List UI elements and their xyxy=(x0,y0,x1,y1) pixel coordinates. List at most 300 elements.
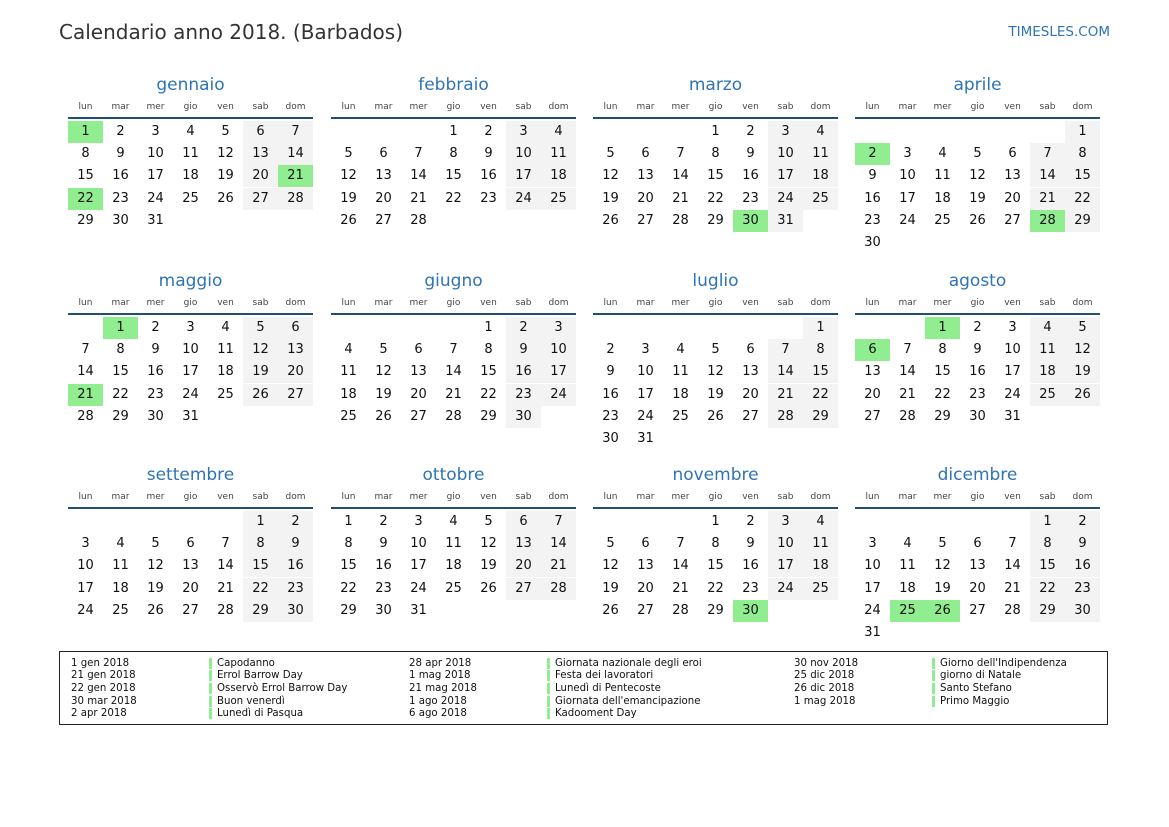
day-cell[interactable]: 31 xyxy=(637,430,654,446)
day-cell[interactable]: 17 xyxy=(541,361,576,383)
day-cell[interactable]: 23 xyxy=(742,190,759,206)
day-cell[interactable]: 19 xyxy=(602,580,619,596)
day-cell[interactable]: 13 xyxy=(864,364,881,380)
day-cell[interactable]: 20 xyxy=(278,361,313,383)
day-cell[interactable]: 8 xyxy=(803,339,838,361)
day-cell[interactable]: 21 xyxy=(768,384,803,406)
day-cell[interactable]: 14 xyxy=(445,364,462,380)
day-cell[interactable]: 19 xyxy=(969,190,986,206)
day-cell[interactable]: 4 xyxy=(803,121,838,143)
day-cell[interactable]: 25 xyxy=(182,190,199,206)
day-cell[interactable]: 26 xyxy=(1065,384,1100,406)
day-cell[interactable]: 22 xyxy=(112,386,129,402)
day-cell[interactable]: 3 xyxy=(151,124,160,139)
day-cell[interactable]: 24 xyxy=(147,190,164,206)
day-cell[interactable]: 18 xyxy=(899,580,916,596)
day-cell[interactable]: 4 xyxy=(449,514,458,529)
day-cell[interactable]: 28 xyxy=(410,212,427,228)
day-cell[interactable]: 14 xyxy=(899,364,916,380)
day-cell[interactable]: 8 xyxy=(1030,533,1065,555)
day-cell[interactable]: 29 xyxy=(480,408,497,424)
day-cell[interactable]: 20 xyxy=(637,190,654,206)
day-cell[interactable]: 27 xyxy=(278,384,313,406)
day-cell[interactable]: 9 xyxy=(506,339,541,361)
day-cell[interactable]: 29 xyxy=(934,408,951,424)
day-cell[interactable]: 12 xyxy=(602,168,619,184)
day-cell[interactable]: 10 xyxy=(899,168,916,184)
day-cell[interactable]: 26 xyxy=(217,190,234,206)
day-cell[interactable]: 5 xyxy=(606,536,615,552)
day-cell[interactable]: 27 xyxy=(375,212,392,228)
day-cell[interactable]: 1 xyxy=(1065,121,1100,143)
day-cell[interactable]: 17 xyxy=(637,386,654,402)
day-cell[interactable]: 13 xyxy=(410,364,427,380)
day-cell[interactable]: 16 xyxy=(375,558,392,574)
day-cell[interactable]: 4 xyxy=(938,146,947,162)
day-cell[interactable]: 7 xyxy=(676,536,685,552)
day-cell[interactable]: 2 xyxy=(855,143,890,165)
day-cell[interactable]: 8 xyxy=(116,342,125,358)
day-cell[interactable]: 6 xyxy=(855,339,890,361)
day-cell[interactable]: 4 xyxy=(1030,317,1065,339)
day-cell[interactable]: 26 xyxy=(602,602,619,618)
day-cell[interactable]: 6 xyxy=(1008,146,1017,162)
day-cell[interactable]: 12 xyxy=(602,558,619,574)
day-cell[interactable]: 14 xyxy=(1030,165,1065,187)
day-cell[interactable]: 2 xyxy=(116,124,125,139)
day-cell[interactable]: 9 xyxy=(606,364,615,380)
day-cell[interactable]: 27 xyxy=(637,602,654,618)
day-cell[interactable]: 17 xyxy=(864,580,881,596)
day-cell[interactable]: 22 xyxy=(707,190,724,206)
day-cell[interactable]: 16 xyxy=(742,558,759,574)
day-cell[interactable]: 1 xyxy=(484,320,493,335)
day-cell[interactable]: 15 xyxy=(803,361,838,383)
day-cell[interactable]: 19 xyxy=(707,386,724,402)
day-cell[interactable]: 7 xyxy=(81,342,90,358)
day-cell[interactable]: 23 xyxy=(506,384,541,406)
day-cell[interactable]: 29 xyxy=(112,408,129,424)
day-cell[interactable]: 20 xyxy=(243,165,278,187)
day-cell[interactable]: 11 xyxy=(803,143,838,165)
day-cell[interactable]: 3 xyxy=(768,511,803,533)
day-cell[interactable]: 15 xyxy=(707,558,724,574)
day-cell[interactable]: 13 xyxy=(1004,168,1021,184)
day-cell[interactable]: 1 xyxy=(344,514,353,529)
day-cell[interactable]: 9 xyxy=(868,168,877,184)
day-cell[interactable]: 27 xyxy=(506,578,541,600)
day-cell[interactable]: 12 xyxy=(340,168,357,184)
day-cell[interactable]: 9 xyxy=(973,342,982,358)
day-cell[interactable]: 26 xyxy=(340,212,357,228)
day-cell[interactable]: 22 xyxy=(803,384,838,406)
day-cell[interactable]: 31 xyxy=(410,602,427,618)
day-cell[interactable]: 27 xyxy=(637,212,654,228)
day-cell[interactable]: 23 xyxy=(147,386,164,402)
day-cell[interactable]: 24 xyxy=(899,212,916,228)
day-cell[interactable]: 15 xyxy=(707,168,724,184)
day-cell[interactable]: 15 xyxy=(77,168,94,184)
day-cell[interactable]: 7 xyxy=(414,146,423,162)
day-cell[interactable]: 25 xyxy=(803,578,838,600)
day-cell[interactable]: 11 xyxy=(541,143,576,165)
day-cell[interactable]: 28 xyxy=(1004,602,1021,618)
day-cell[interactable]: 13 xyxy=(969,558,986,574)
day-cell[interactable]: 17 xyxy=(410,558,427,574)
day-cell[interactable]: 2 xyxy=(379,514,388,529)
day-cell[interactable]: 18 xyxy=(1030,361,1065,383)
day-cell[interactable]: 8 xyxy=(484,342,493,358)
day-cell[interactable]: 20 xyxy=(410,386,427,402)
day-cell[interactable]: 7 xyxy=(278,121,313,143)
day-cell[interactable]: 15 xyxy=(934,364,951,380)
day-cell[interactable]: 12 xyxy=(375,364,392,380)
day-cell[interactable]: 5 xyxy=(973,146,982,162)
day-cell[interactable]: 18 xyxy=(803,165,838,187)
day-cell[interactable]: 30 xyxy=(278,600,313,622)
day-cell[interactable]: 10 xyxy=(768,533,803,555)
day-cell[interactable]: 23 xyxy=(278,578,313,600)
day-cell[interactable]: 14 xyxy=(672,558,689,574)
day-cell[interactable]: 24 xyxy=(1004,386,1021,402)
day-cell[interactable]: 10 xyxy=(182,342,199,358)
day-cell[interactable]: 10 xyxy=(77,558,94,574)
day-cell[interactable]: 19 xyxy=(217,168,234,184)
day-cell[interactable]: 4 xyxy=(344,342,353,358)
day-cell[interactable]: 3 xyxy=(81,536,90,552)
day-cell[interactable]: 10 xyxy=(147,146,164,162)
day-cell[interactable]: 6 xyxy=(186,536,195,552)
day-cell[interactable]: 25 xyxy=(672,408,689,424)
day-cell[interactable]: 6 xyxy=(746,342,755,358)
day-cell[interactable]: 1 xyxy=(711,124,720,139)
day-cell[interactable]: 23 xyxy=(969,386,986,402)
day-cell[interactable]: 18 xyxy=(112,580,129,596)
day-cell[interactable]: 23 xyxy=(742,580,759,596)
day-cell[interactable]: 2 xyxy=(278,511,313,533)
day-cell[interactable]: 31 xyxy=(864,624,881,640)
day-cell[interactable]: 13 xyxy=(742,364,759,380)
day-cell[interactable]: 1 xyxy=(103,317,138,339)
day-cell[interactable]: 12 xyxy=(480,536,497,552)
day-cell[interactable]: 5 xyxy=(379,342,388,358)
day-cell[interactable]: 15 xyxy=(445,168,462,184)
day-cell[interactable]: 16 xyxy=(112,168,129,184)
day-cell[interactable]: 23 xyxy=(864,212,881,228)
day-cell[interactable]: 29 xyxy=(803,406,838,428)
day-cell[interactable]: 28 xyxy=(1030,210,1065,232)
day-cell[interactable]: 30 xyxy=(733,210,768,232)
day-cell[interactable]: 4 xyxy=(903,536,912,552)
day-cell[interactable]: 4 xyxy=(186,124,195,139)
day-cell[interactable]: 3 xyxy=(414,514,423,529)
day-cell[interactable]: 24 xyxy=(182,386,199,402)
brand-link[interactable]: TIMESLES.COM xyxy=(1008,24,1110,40)
day-cell[interactable]: 26 xyxy=(480,580,497,596)
day-cell[interactable]: 13 xyxy=(278,339,313,361)
day-cell[interactable]: 28 xyxy=(77,408,94,424)
day-cell[interactable]: 5 xyxy=(344,146,353,162)
day-cell[interactable]: 22 xyxy=(1065,188,1100,210)
day-cell[interactable]: 28 xyxy=(899,408,916,424)
day-cell[interactable]: 6 xyxy=(641,146,650,162)
day-cell[interactable]: 26 xyxy=(375,408,392,424)
day-cell[interactable]: 7 xyxy=(768,339,803,361)
day-cell[interactable]: 2 xyxy=(506,317,541,339)
day-cell[interactable]: 8 xyxy=(711,536,720,552)
day-cell[interactable]: 12 xyxy=(1065,339,1100,361)
day-cell[interactable]: 1 xyxy=(449,124,458,139)
day-cell[interactable]: 27 xyxy=(410,408,427,424)
day-cell[interactable]: 19 xyxy=(340,190,357,206)
day-cell[interactable]: 5 xyxy=(221,124,230,139)
day-cell[interactable]: 18 xyxy=(803,555,838,577)
day-cell[interactable]: 2 xyxy=(606,342,615,358)
day-cell[interactable]: 27 xyxy=(182,602,199,618)
day-cell[interactable]: 25 xyxy=(541,188,576,210)
day-cell[interactable]: 10 xyxy=(506,143,541,165)
day-cell[interactable]: 26 xyxy=(147,602,164,618)
day-cell[interactable]: 9 xyxy=(1065,533,1100,555)
day-cell[interactable]: 1 xyxy=(711,514,720,529)
day-cell[interactable]: 28 xyxy=(672,212,689,228)
day-cell[interactable]: 30 xyxy=(864,234,881,250)
day-cell[interactable]: 7 xyxy=(541,511,576,533)
day-cell[interactable]: 1 xyxy=(925,317,960,339)
day-cell[interactable]: 13 xyxy=(375,168,392,184)
day-cell[interactable]: 9 xyxy=(278,533,313,555)
day-cell[interactable]: 16 xyxy=(1065,555,1100,577)
day-cell[interactable]: 28 xyxy=(768,406,803,428)
day-cell[interactable]: 16 xyxy=(602,386,619,402)
day-cell[interactable]: 21 xyxy=(672,190,689,206)
day-cell[interactable]: 12 xyxy=(934,558,951,574)
day-cell[interactable]: 10 xyxy=(541,339,576,361)
day-cell[interactable]: 15 xyxy=(340,558,357,574)
day-cell[interactable]: 20 xyxy=(1004,190,1021,206)
day-cell[interactable]: 6 xyxy=(243,121,278,143)
day-cell[interactable]: 29 xyxy=(707,212,724,228)
day-cell[interactable]: 8 xyxy=(1065,143,1100,165)
day-cell[interactable]: 30 xyxy=(112,212,129,228)
day-cell[interactable]: 4 xyxy=(803,511,838,533)
day-cell[interactable]: 17 xyxy=(768,165,803,187)
day-cell[interactable]: 11 xyxy=(445,536,462,552)
day-cell[interactable]: 14 xyxy=(77,364,94,380)
day-cell[interactable]: 30 xyxy=(969,408,986,424)
day-cell[interactable]: 5 xyxy=(151,536,160,552)
day-cell[interactable]: 23 xyxy=(1065,578,1100,600)
day-cell[interactable]: 18 xyxy=(672,386,689,402)
day-cell[interactable]: 25 xyxy=(340,408,357,424)
day-cell[interactable]: 21 xyxy=(278,165,313,187)
day-cell[interactable]: 14 xyxy=(217,558,234,574)
day-cell[interactable]: 27 xyxy=(1004,212,1021,228)
day-cell[interactable]: 22 xyxy=(1030,578,1065,600)
day-cell[interactable]: 22 xyxy=(340,580,357,596)
day-cell[interactable]: 9 xyxy=(484,146,493,162)
day-cell[interactable]: 29 xyxy=(1065,210,1100,232)
day-cell[interactable]: 6 xyxy=(379,146,388,162)
day-cell[interactable]: 5 xyxy=(1065,317,1100,339)
day-cell[interactable]: 11 xyxy=(934,168,951,184)
day-cell[interactable]: 7 xyxy=(903,342,912,358)
day-cell[interactable]: 26 xyxy=(925,600,960,622)
day-cell[interactable]: 21 xyxy=(541,555,576,577)
day-cell[interactable]: 21 xyxy=(1004,580,1021,596)
day-cell[interactable]: 21 xyxy=(68,384,103,406)
day-cell[interactable]: 30 xyxy=(602,430,619,446)
day-cell[interactable]: 21 xyxy=(672,580,689,596)
day-cell[interactable]: 20 xyxy=(637,580,654,596)
day-cell[interactable]: 31 xyxy=(768,210,803,232)
day-cell[interactable]: 6 xyxy=(506,511,541,533)
day-cell[interactable]: 4 xyxy=(541,121,576,143)
day-cell[interactable]: 13 xyxy=(182,558,199,574)
day-cell[interactable]: 18 xyxy=(934,190,951,206)
day-cell[interactable]: 12 xyxy=(243,339,278,361)
day-cell[interactable]: 30 xyxy=(506,406,541,428)
day-cell[interactable]: 1 xyxy=(68,121,103,143)
day-cell[interactable]: 14 xyxy=(278,143,313,165)
day-cell[interactable]: 4 xyxy=(221,320,230,335)
day-cell[interactable]: 11 xyxy=(672,364,689,380)
day-cell[interactable]: 10 xyxy=(1004,342,1021,358)
day-cell[interactable]: 18 xyxy=(541,165,576,187)
day-cell[interactable]: 5 xyxy=(938,536,947,552)
day-cell[interactable]: 20 xyxy=(742,386,759,402)
day-cell[interactable]: 3 xyxy=(1008,320,1017,335)
day-cell[interactable]: 15 xyxy=(480,364,497,380)
day-cell[interactable]: 9 xyxy=(116,146,125,162)
day-cell[interactable]: 18 xyxy=(182,168,199,184)
day-cell[interactable]: 23 xyxy=(602,408,619,424)
day-cell[interactable]: 30 xyxy=(375,602,392,618)
day-cell[interactable]: 6 xyxy=(973,536,982,552)
day-cell[interactable]: 8 xyxy=(711,146,720,162)
day-cell[interactable]: 31 xyxy=(147,212,164,228)
day-cell[interactable]: 15 xyxy=(1065,165,1100,187)
day-cell[interactable]: 25 xyxy=(890,600,925,622)
day-cell[interactable]: 18 xyxy=(217,364,234,380)
day-cell[interactable]: 3 xyxy=(506,121,541,143)
day-cell[interactable]: 7 xyxy=(221,536,230,552)
day-cell[interactable]: 14 xyxy=(1004,558,1021,574)
day-cell[interactable]: 16 xyxy=(864,190,881,206)
day-cell[interactable]: 24 xyxy=(637,408,654,424)
day-cell[interactable]: 17 xyxy=(77,580,94,596)
day-cell[interactable]: 25 xyxy=(1030,384,1065,406)
day-cell[interactable]: 13 xyxy=(637,168,654,184)
day-cell[interactable]: 27 xyxy=(742,408,759,424)
day-cell[interactable]: 19 xyxy=(243,361,278,383)
day-cell[interactable]: 17 xyxy=(768,555,803,577)
day-cell[interactable]: 11 xyxy=(803,533,838,555)
day-cell[interactable]: 12 xyxy=(147,558,164,574)
day-cell[interactable]: 5 xyxy=(606,146,615,162)
day-cell[interactable]: 28 xyxy=(217,602,234,618)
day-cell[interactable]: 17 xyxy=(506,165,541,187)
day-cell[interactable]: 10 xyxy=(768,143,803,165)
day-cell[interactable]: 26 xyxy=(969,212,986,228)
day-cell[interactable]: 11 xyxy=(112,558,129,574)
day-cell[interactable]: 19 xyxy=(934,580,951,596)
day-cell[interactable]: 9 xyxy=(746,536,755,552)
day-cell[interactable]: 28 xyxy=(278,188,313,210)
day-cell[interactable]: 8 xyxy=(449,146,458,162)
day-cell[interactable]: 11 xyxy=(340,364,357,380)
day-cell[interactable]: 24 xyxy=(506,188,541,210)
day-cell[interactable]: 23 xyxy=(112,190,129,206)
day-cell[interactable]: 31 xyxy=(1004,408,1021,424)
day-cell[interactable]: 8 xyxy=(938,342,947,358)
day-cell[interactable]: 15 xyxy=(1030,555,1065,577)
day-cell[interactable]: 27 xyxy=(969,602,986,618)
day-cell[interactable]: 1 xyxy=(803,317,838,339)
day-cell[interactable]: 14 xyxy=(672,168,689,184)
day-cell[interactable]: 10 xyxy=(864,558,881,574)
day-cell[interactable]: 24 xyxy=(768,188,803,210)
day-cell[interactable]: 29 xyxy=(707,602,724,618)
day-cell[interactable]: 4 xyxy=(676,342,685,358)
day-cell[interactable]: 16 xyxy=(278,555,313,577)
day-cell[interactable]: 29 xyxy=(340,602,357,618)
day-cell[interactable]: 19 xyxy=(1065,361,1100,383)
day-cell[interactable]: 11 xyxy=(1030,339,1065,361)
day-cell[interactable]: 29 xyxy=(77,212,94,228)
day-cell[interactable]: 21 xyxy=(1030,188,1065,210)
day-cell[interactable]: 6 xyxy=(414,342,423,358)
day-cell[interactable]: 18 xyxy=(340,386,357,402)
day-cell[interactable]: 25 xyxy=(217,386,234,402)
day-cell[interactable]: 20 xyxy=(506,555,541,577)
day-cell[interactable]: 21 xyxy=(217,580,234,596)
day-cell[interactable]: 25 xyxy=(112,602,129,618)
day-cell[interactable]: 13 xyxy=(243,143,278,165)
day-cell[interactable]: 3 xyxy=(903,146,912,162)
day-cell[interactable]: 19 xyxy=(147,580,164,596)
day-cell[interactable]: 22 xyxy=(480,386,497,402)
day-cell[interactable]: 27 xyxy=(243,188,278,210)
day-cell[interactable]: 22 xyxy=(243,578,278,600)
day-cell[interactable]: 2 xyxy=(746,124,755,139)
day-cell[interactable]: 20 xyxy=(182,580,199,596)
day-cell[interactable]: 18 xyxy=(445,558,462,574)
day-cell[interactable]: 8 xyxy=(81,146,90,162)
day-cell[interactable]: 25 xyxy=(445,580,462,596)
day-cell[interactable]: 2 xyxy=(973,320,982,335)
day-cell[interactable]: 29 xyxy=(243,600,278,622)
day-cell[interactable]: 10 xyxy=(637,364,654,380)
day-cell[interactable]: 24 xyxy=(864,602,881,618)
day-cell[interactable]: 7 xyxy=(1030,143,1065,165)
day-cell[interactable]: 26 xyxy=(707,408,724,424)
day-cell[interactable]: 17 xyxy=(899,190,916,206)
day-cell[interactable]: 16 xyxy=(480,168,497,184)
day-cell[interactable]: 20 xyxy=(375,190,392,206)
day-cell[interactable]: 7 xyxy=(1008,536,1017,552)
day-cell[interactable]: 24 xyxy=(541,384,576,406)
day-cell[interactable]: 28 xyxy=(541,578,576,600)
day-cell[interactable]: 21 xyxy=(410,190,427,206)
day-cell[interactable]: 14 xyxy=(768,361,803,383)
day-cell[interactable]: 7 xyxy=(676,146,685,162)
day-cell[interactable]: 11 xyxy=(217,342,234,358)
day-cell[interactable]: 3 xyxy=(541,317,576,339)
day-cell[interactable]: 16 xyxy=(147,364,164,380)
day-cell[interactable]: 12 xyxy=(969,168,986,184)
day-cell[interactable]: 3 xyxy=(186,320,195,335)
